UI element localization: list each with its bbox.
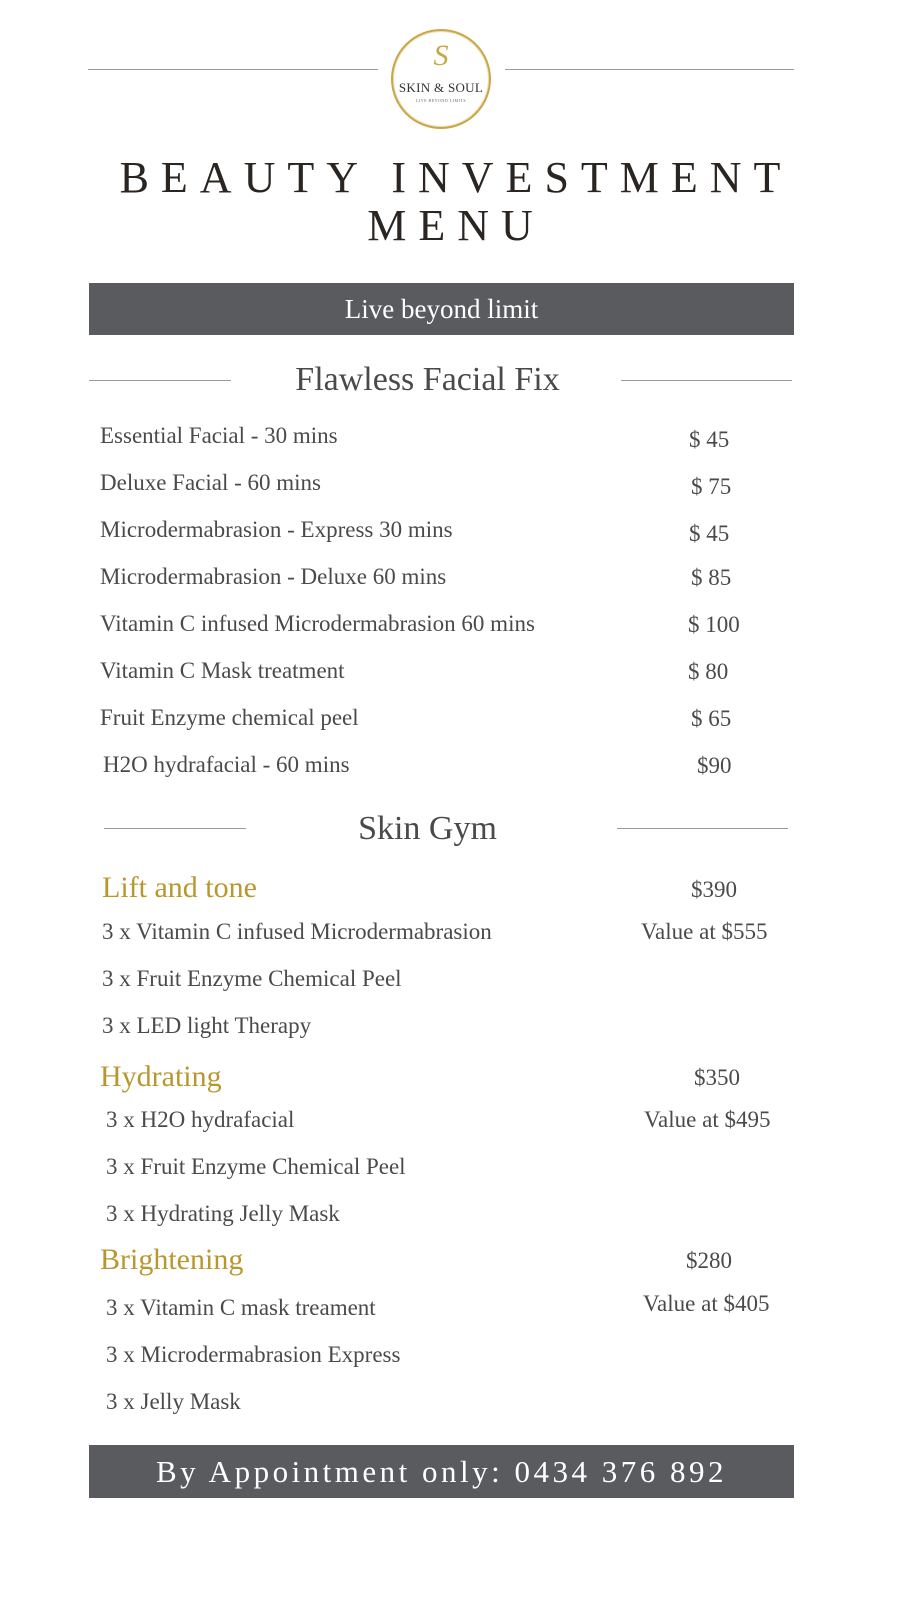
package-item: 3 x Vitamin C mask treament	[106, 1295, 376, 1320]
package-price: $350	[694, 1065, 740, 1090]
facial-item: Microdermabrasion - Deluxe 60 mins	[100, 564, 447, 589]
package-price: $390	[691, 877, 737, 902]
logo-mark: S	[433, 39, 449, 72]
package-name: Brightening	[100, 1243, 244, 1276]
header-rule-left	[88, 69, 378, 70]
facial-item: H2O hydrafacial - 60 mins	[103, 752, 350, 777]
facial-item: Deluxe Facial - 60 mins	[100, 470, 322, 495]
package-item: 3 x H2O hydrafacial	[106, 1107, 295, 1132]
facial-item: Fruit Enzyme chemical peel	[100, 705, 359, 730]
appointment-text: By Appointment only: 0434 376 892	[155, 1454, 728, 1489]
package-item: 3 x Microdermabrasion Express	[106, 1342, 401, 1367]
gym-rule-right	[617, 828, 788, 829]
package-item: 3 x Jelly Mask	[106, 1389, 241, 1414]
package-value: Value at $555	[641, 919, 768, 944]
package-item: 3 x Hydrating Jelly Mask	[106, 1201, 340, 1226]
gym-heading: Skin Gym	[358, 810, 497, 847]
facial-item: Vitamin C infused Microdermabrasion 60 mins	[100, 611, 535, 636]
facial-price: $ 75	[691, 474, 732, 499]
facial-price: $ 80	[688, 659, 729, 684]
package-item: 3 x LED light Therapy	[102, 1013, 312, 1038]
tagline-banner	[89, 283, 794, 335]
facial-heading: Flawless Facial Fix	[295, 361, 560, 398]
page-title-line2: MENU	[367, 201, 545, 250]
facial-price: $ 45	[689, 427, 730, 452]
facial-item: Vitamin C Mask treatment	[100, 658, 345, 683]
appointment-banner	[89, 1445, 794, 1498]
package-item: 3 x Fruit Enzyme Chemical Peel	[102, 966, 402, 991]
package-item: 3 x Vitamin C infused Microdermabrasion	[102, 919, 492, 944]
facial-item: Essential Facial - 30 mins	[100, 423, 338, 448]
page-title-line1: BEAUTY INVESTMENT	[119, 153, 793, 202]
package-name: Hydrating	[100, 1060, 222, 1093]
facial-price: $ 100	[688, 612, 740, 637]
tagline-text: Live beyond limit	[344, 294, 539, 324]
package-value: Value at $405	[643, 1291, 770, 1316]
package-value: Value at $495	[644, 1107, 771, 1132]
package-price: $280	[686, 1248, 732, 1273]
facial-price: $90	[697, 753, 732, 778]
package-item: 3 x Fruit Enzyme Chemical Peel	[106, 1154, 406, 1179]
facial-price: $ 65	[691, 706, 732, 731]
logo-tagline: LIVE BEYOND LIMITS	[415, 98, 467, 103]
facial-price: $ 85	[691, 565, 732, 590]
facial-item: Microdermabrasion - Express 30 mins	[100, 517, 453, 542]
skin-and-soul-logo	[391, 29, 491, 129]
facial-rule-left	[89, 380, 231, 381]
facial-rule-right	[621, 380, 792, 381]
package-name: Lift and tone	[102, 871, 257, 904]
logo-brand: SKIN & SOUL	[398, 80, 484, 95]
header-rule-right	[505, 69, 794, 70]
gym-rule-left	[104, 828, 246, 829]
facial-price: $ 45	[689, 521, 730, 546]
